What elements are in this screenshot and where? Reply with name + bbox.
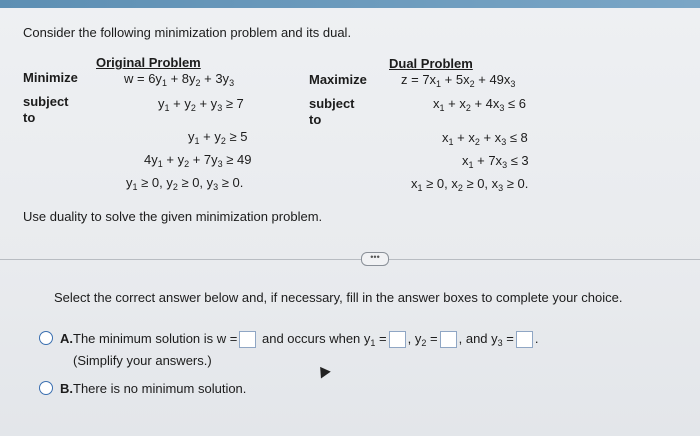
option-a-radio[interactable] (39, 331, 53, 345)
option-a-text-2: and occurs when y (262, 331, 371, 346)
option-a-note: (Simplify your answers.) (73, 353, 212, 368)
primal-subject-label: subject (23, 94, 69, 109)
primal-objective: $w = 6y_1 + 8y_2 + 3y_3$ (124, 71, 235, 88)
dual-constraint-3: $x_1 + 7x_3 \le 3$ (462, 153, 529, 170)
dual-constraint-2: $x_1 + x_2 + x_3 \le 8$ (442, 130, 528, 147)
intro-text: Consider the following minimization problem and its dual. (23, 25, 352, 40)
top-bar (0, 0, 700, 8)
dual-subject-label: subject (309, 96, 355, 111)
option-b-letter: B. (60, 381, 73, 396)
dual-nonnegativity: $x_1 \ge 0$, $x_2 \ge 0$, $x_3 \ge 0$. (411, 176, 529, 193)
instruction-text: Use duality to solve the given minimization problem. (23, 209, 323, 224)
answer-prompt: Select the correct answer below and, if necessary, fill in the answer boxes to complete your choice. (54, 290, 623, 305)
primal-heading: Original Problem (96, 55, 201, 70)
w-answer-box[interactable] (239, 331, 256, 348)
section-divider (0, 259, 700, 260)
primal-to-label: to (23, 110, 36, 125)
dual-to-label: to (309, 112, 322, 127)
dual-constraint-1: $x_1 + x_2 + 4x_3 \le 6$ (433, 96, 527, 113)
primal-constraint-1: $y_1 + y_2 + y_3 \ge 7$ (158, 96, 244, 113)
option-a-letter: A. (60, 331, 73, 346)
option-a-line: The minimum solution is w = and occurs when $y_1$ = , $y_2$ = , and $y_3$ = . (73, 331, 539, 348)
mouse-cursor-icon (315, 363, 331, 378)
primal-constraint-2: $y_1 + y_2 \ge 5$ (188, 129, 248, 146)
option-a-text-1: The minimum solution is w = (73, 331, 238, 346)
primal-nonnegativity: $y_1 \ge 0$, $y_2 \ge 0$, $y_3 \ge 0$. (126, 175, 244, 192)
y3-answer-box[interactable] (516, 331, 533, 348)
primal-constraint-3: $4y_1 + y_2 + 7y_3 \ge 49$ (144, 152, 252, 169)
y1-answer-box[interactable] (389, 331, 406, 348)
option-b-radio[interactable] (39, 381, 53, 395)
option-b-text: There is no minimum solution. (73, 381, 247, 396)
y2-answer-box[interactable] (440, 331, 457, 348)
minimize-label: Minimize (23, 70, 78, 85)
dual-objective: $z = 7x_1 + 5x_2 + 49x_3$ (401, 72, 516, 89)
maximize-label: Maximize (309, 72, 367, 87)
more-button[interactable]: ••• (361, 252, 389, 266)
dual-heading: Dual Problem (389, 56, 473, 71)
